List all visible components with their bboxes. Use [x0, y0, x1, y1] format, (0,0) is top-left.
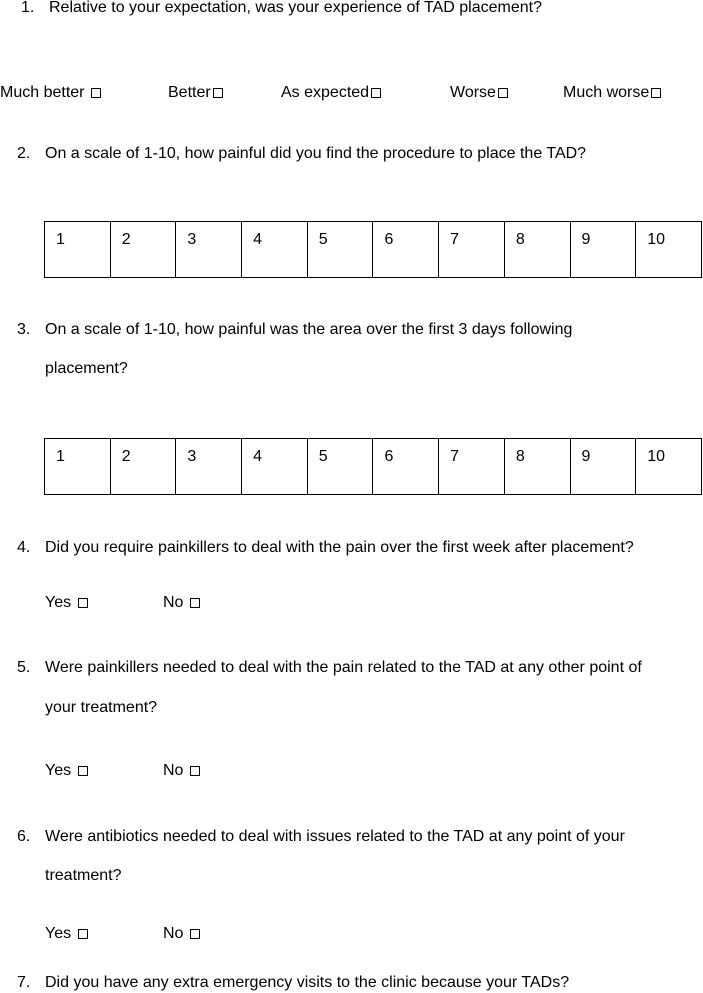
q3-scale-table	[44, 438, 702, 495]
q6-number: 6.	[17, 828, 31, 845]
q6-option-yes[interactable]: Yes	[45, 924, 88, 944]
q1-option-better[interactable]: Better	[168, 83, 223, 103]
checkbox-icon[interactable]	[190, 598, 200, 608]
q6-text-line1: Were antibiotics needed to deal with issues related to the TAD at any point of your	[45, 828, 625, 845]
q3-scale-cell[interactable]: 4	[242, 439, 308, 495]
q3-scale-cell[interactable]: 5	[307, 439, 373, 495]
checkbox-icon[interactable]	[371, 88, 381, 98]
checkbox-icon[interactable]	[498, 88, 508, 98]
q2-scale-cell[interactable]: 6	[373, 222, 439, 278]
q3-scale-cell[interactable]: 8	[504, 439, 570, 495]
q1-option-as-expected[interactable]: As expected	[281, 83, 381, 103]
q1-option-worse[interactable]: Worse	[450, 83, 508, 103]
q5-option-no[interactable]: No	[163, 761, 200, 781]
q2-scale-cell[interactable]: 2	[110, 222, 176, 278]
q1-option-much-better[interactable]: Much better	[0, 83, 101, 103]
q4-option-yes[interactable]: Yes	[45, 593, 88, 613]
q2-text: On a scale of 1-10, how painful did you find the procedure to place the TAD?	[45, 145, 587, 162]
q2-scale-cell[interactable]: 5	[307, 222, 373, 278]
checkbox-icon[interactable]	[651, 88, 661, 98]
q3-scale-cell[interactable]: 7	[439, 439, 505, 495]
q3-number: 3.	[17, 321, 31, 338]
checkbox-icon[interactable]	[190, 929, 200, 939]
q4-option-no[interactable]: No	[163, 593, 200, 613]
q3-scale-cell[interactable]: 10	[636, 439, 702, 495]
q5-text-line2: your treatment?	[45, 699, 158, 716]
q3-scale-cell[interactable]: 3	[176, 439, 242, 495]
q5-option-yes[interactable]: Yes	[45, 761, 88, 781]
q5-number: 5.	[17, 659, 31, 676]
q2-scale-table	[44, 221, 702, 278]
q3-text-line2: placement?	[45, 360, 128, 377]
checkbox-icon[interactable]	[213, 88, 223, 98]
q2-number: 2.	[17, 145, 31, 162]
q1-text: Relative to your expectation, was your experience of TAD placement?	[49, 0, 542, 16]
q2-scale-cell[interactable]: 1	[45, 222, 111, 278]
q2-scale-cell[interactable]: 7	[439, 222, 505, 278]
q2-scale-cell[interactable]: 3	[176, 222, 242, 278]
q2-scale-cell[interactable]: 9	[570, 222, 636, 278]
checkbox-icon[interactable]	[78, 766, 88, 776]
q6-option-no[interactable]: No	[163, 924, 200, 944]
q4-number: 4.	[17, 539, 31, 556]
q5-text-line1: Were painkillers needed to deal with the pain related to the TAD at any other point of	[45, 659, 642, 676]
q4-text: Did you require painkillers to deal with the pain over the first week after placement?	[45, 539, 634, 556]
q6-text-line2: treatment?	[45, 867, 122, 884]
q1-option-much-worse[interactable]: Much worse	[563, 83, 661, 103]
checkbox-icon[interactable]	[91, 88, 101, 98]
q2-scale-cell[interactable]: 8	[504, 222, 570, 278]
q3-text-line1: On a scale of 1-10, how painful was the area over the first 3 days following	[45, 321, 573, 338]
q7-text: Did you have any extra emergency visits to the clinic because your TADs?	[45, 974, 570, 991]
q3-scale-cell[interactable]: 9	[570, 439, 636, 495]
checkbox-icon[interactable]	[78, 929, 88, 939]
q7-number: 7.	[17, 974, 31, 991]
q3-scale-cell[interactable]: 1	[45, 439, 111, 495]
q1-number: 1.	[21, 0, 35, 16]
q2-scale-cell[interactable]: 10	[636, 222, 702, 278]
checkbox-icon[interactable]	[78, 598, 88, 608]
q3-scale-cell[interactable]: 6	[373, 439, 439, 495]
checkbox-icon[interactable]	[190, 766, 200, 776]
q3-scale-cell[interactable]: 2	[110, 439, 176, 495]
q2-scale-cell[interactable]: 4	[242, 222, 308, 278]
